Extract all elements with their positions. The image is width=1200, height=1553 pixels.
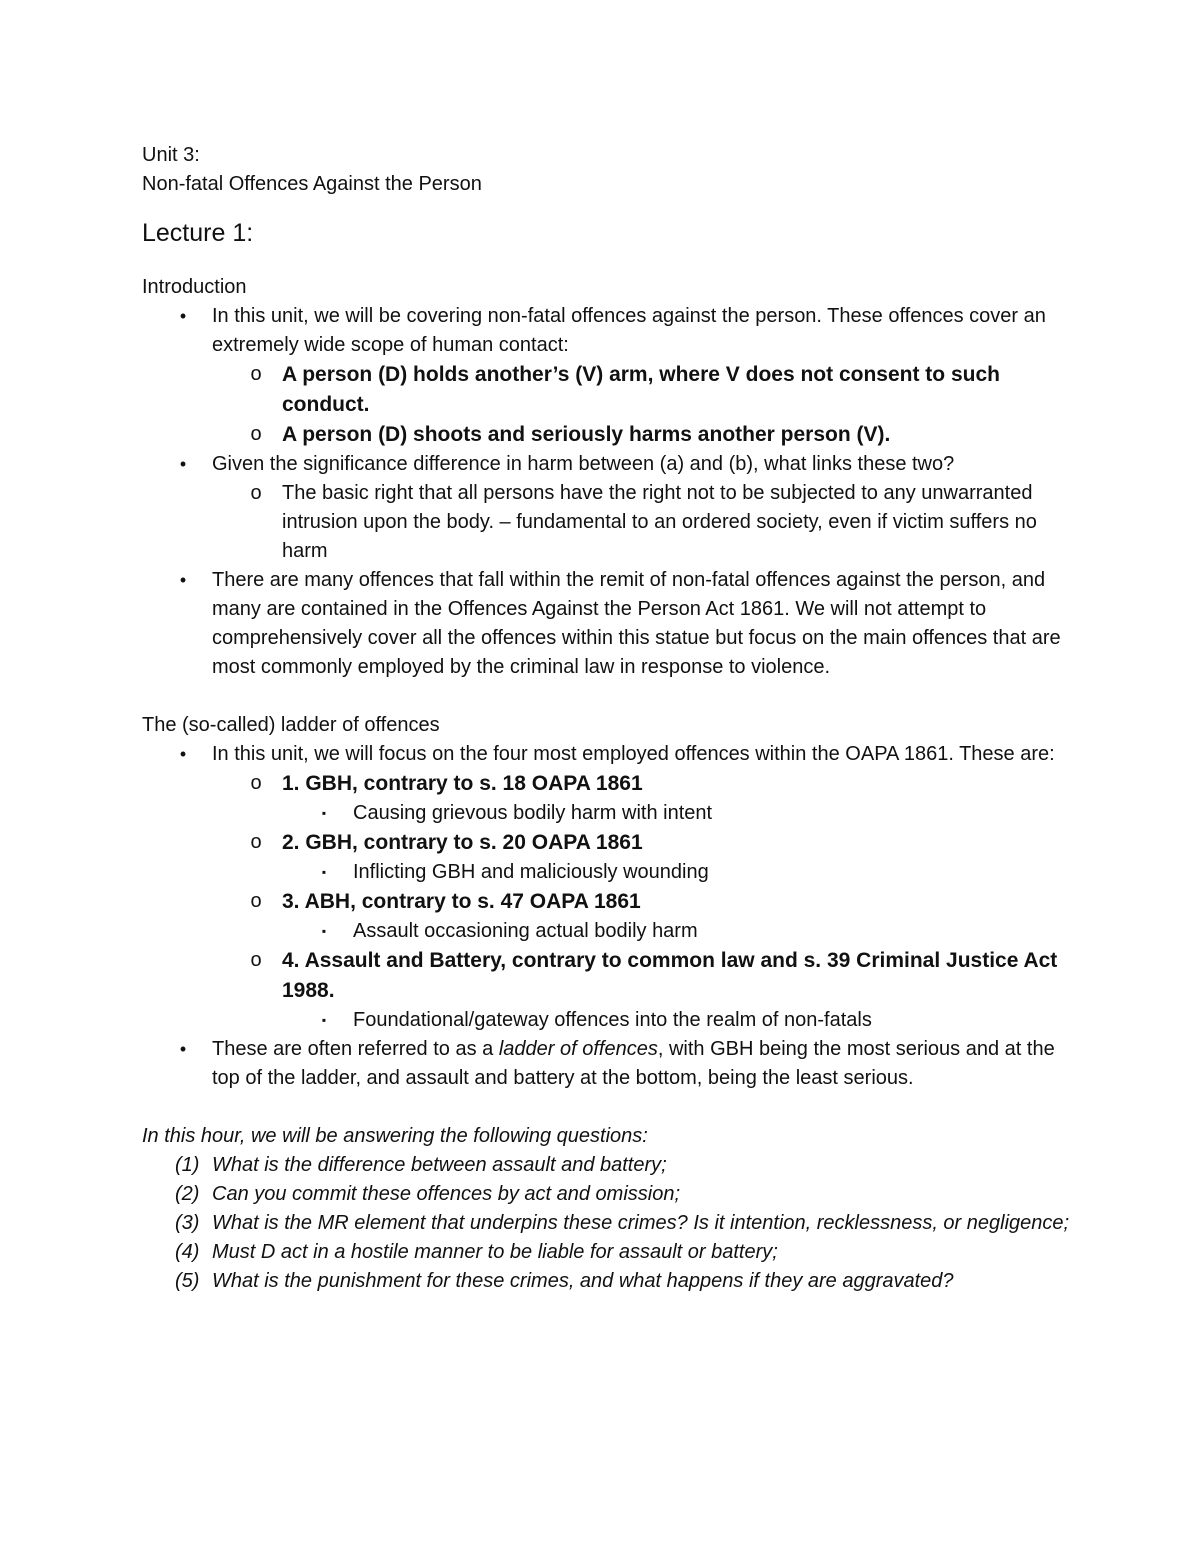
- list-item: [142, 360, 1072, 420]
- introduction-title: Introduction: [142, 276, 247, 298]
- bullet-text: A person (D) shoots and seriously harms another person (V).: [282, 423, 891, 446]
- bullet-icon: •: [179, 454, 187, 474]
- list-item: [142, 566, 1072, 682]
- unit-heading: Unit 3:: [142, 144, 200, 166]
- offence-description: [142, 917, 1072, 946]
- bullet-text: There are many offences that fall within the remit of non-fatal offences against the person, and many are contained in the Offences Against the Person Act 1861. We will not attempt to comprehensively cover all the offences within this statue but focus on the main offences that are most commonly employed by the criminal law in response to violence.: [212, 569, 1061, 678]
- list-item: [142, 420, 1072, 450]
- question-item: [142, 1151, 1072, 1180]
- question-item: [142, 1209, 1072, 1238]
- offence-description: [142, 1006, 1072, 1035]
- bullet-icon: •: [179, 744, 187, 764]
- questions-intro: In this hour, we will be answering the following questions:: [142, 1125, 648, 1147]
- bullet-icon: •: [179, 1039, 187, 1059]
- list-item: [142, 302, 1072, 360]
- list-item: [142, 1035, 1072, 1093]
- list-item: [142, 740, 1072, 769]
- list-item: [142, 479, 1072, 566]
- question-text: Can you commit these offences by act and omission;: [212, 1183, 681, 1205]
- bullet-text: The basic right that all persons have the right not to be subjected to any unwarranted intrusion upon the body. – fundamental to an ordered society, even if victim suffers no harm: [282, 482, 1037, 562]
- question-number: (5): [175, 1270, 200, 1292]
- lecture-heading: Lecture 1:: [142, 219, 254, 247]
- offence-name: 3. ABH, contrary to s. 47 OAPA 1861: [282, 890, 641, 913]
- text-run: These are often referred to as a: [212, 1038, 499, 1060]
- offence-item: [142, 946, 1072, 1006]
- bullet-icon: •: [179, 570, 187, 590]
- text-run: , with GBH being the most serious and at the top of the ladder, and assault and battery at the bottom, being the least serious.: [212, 1038, 1055, 1089]
- spacer: [142, 1093, 1072, 1122]
- offence-name: 2. GBH, contrary to s. 20 OAPA 1861: [282, 831, 643, 854]
- bullet-text: Inflicting GBH and maliciously wounding: [353, 861, 709, 883]
- document-body: [142, 141, 1072, 1296]
- offence-item: [142, 828, 1072, 858]
- offence-item: [142, 887, 1072, 917]
- bullet-text: A person (D) holds another’s (V) arm, where V does not consent to such conduct.: [282, 363, 1000, 416]
- offence-item: [142, 769, 1072, 799]
- bullet-icon: •: [179, 306, 187, 326]
- circle-bullet-icon: o: [250, 363, 262, 385]
- question-number: (1): [175, 1154, 200, 1176]
- bullet-text: Given the significance difference in harm between (a) and (b), what links these two?: [212, 453, 955, 475]
- emphasis-text: ladder of offences: [498, 1038, 658, 1060]
- offence-name: 1. GBH, contrary to s. 18 OAPA 1861: [282, 772, 643, 795]
- bullet-text: Assault occasioning actual bodily harm: [353, 920, 698, 942]
- question-item: [142, 1238, 1072, 1267]
- bullet-text: Causing grievous bodily harm with intent: [353, 802, 713, 824]
- circle-bullet-icon: o: [250, 949, 262, 971]
- question-item: [142, 1267, 1072, 1296]
- spacer: [142, 682, 1072, 711]
- question-number: (3): [175, 1212, 200, 1234]
- square-bullet-icon: ▪: [321, 924, 327, 938]
- offence-name: 4. Assault and Battery, contrary to common law and s. 39 Criminal Justice Act 1988.: [282, 949, 1058, 1002]
- unit-subtitle: Non-fatal Offences Against the Person: [142, 173, 482, 195]
- offence-description: [142, 858, 1072, 887]
- offence-description: [142, 799, 1072, 828]
- bullet-text: [212, 1038, 1055, 1089]
- ladder-list: [142, 740, 1072, 1093]
- bullet-text: In this unit, we will focus on the four most employed offences within the OAPA 1861. These are:: [212, 743, 1055, 765]
- circle-bullet-icon: o: [250, 831, 262, 853]
- bullet-text: In this unit, we will be covering non-fatal offences against the person. These offences cover an extremely wide scope of human contact:: [212, 305, 1046, 356]
- question-text: What is the punishment for these crimes, and what happens if they are aggravated?: [212, 1270, 954, 1292]
- question-text: Must D act in a hostile manner to be liable for assault or battery;: [212, 1241, 778, 1263]
- circle-bullet-icon: o: [250, 423, 262, 445]
- square-bullet-icon: ▪: [321, 865, 327, 879]
- bullet-text: Foundational/gateway offences into the realm of non-fatals: [353, 1009, 872, 1031]
- circle-bullet-icon: o: [250, 890, 262, 912]
- question-text: What is the MR element that underpins these crimes? Is it intention, recklessness, or negligence;: [212, 1212, 1070, 1234]
- question-number: (4): [175, 1241, 200, 1263]
- question-item: [142, 1180, 1072, 1209]
- questions-list: [142, 1151, 1072, 1296]
- circle-bullet-icon: o: [250, 772, 262, 794]
- ladder-title: The (so-called) ladder of offences: [142, 714, 440, 736]
- question-text: What is the difference between assault and battery;: [212, 1154, 667, 1176]
- square-bullet-icon: ▪: [321, 1013, 327, 1027]
- square-bullet-icon: ▪: [321, 806, 327, 820]
- introduction-list: [142, 302, 1072, 682]
- list-item: [142, 450, 1072, 479]
- circle-bullet-icon: o: [250, 482, 262, 504]
- question-number: (2): [175, 1183, 200, 1205]
